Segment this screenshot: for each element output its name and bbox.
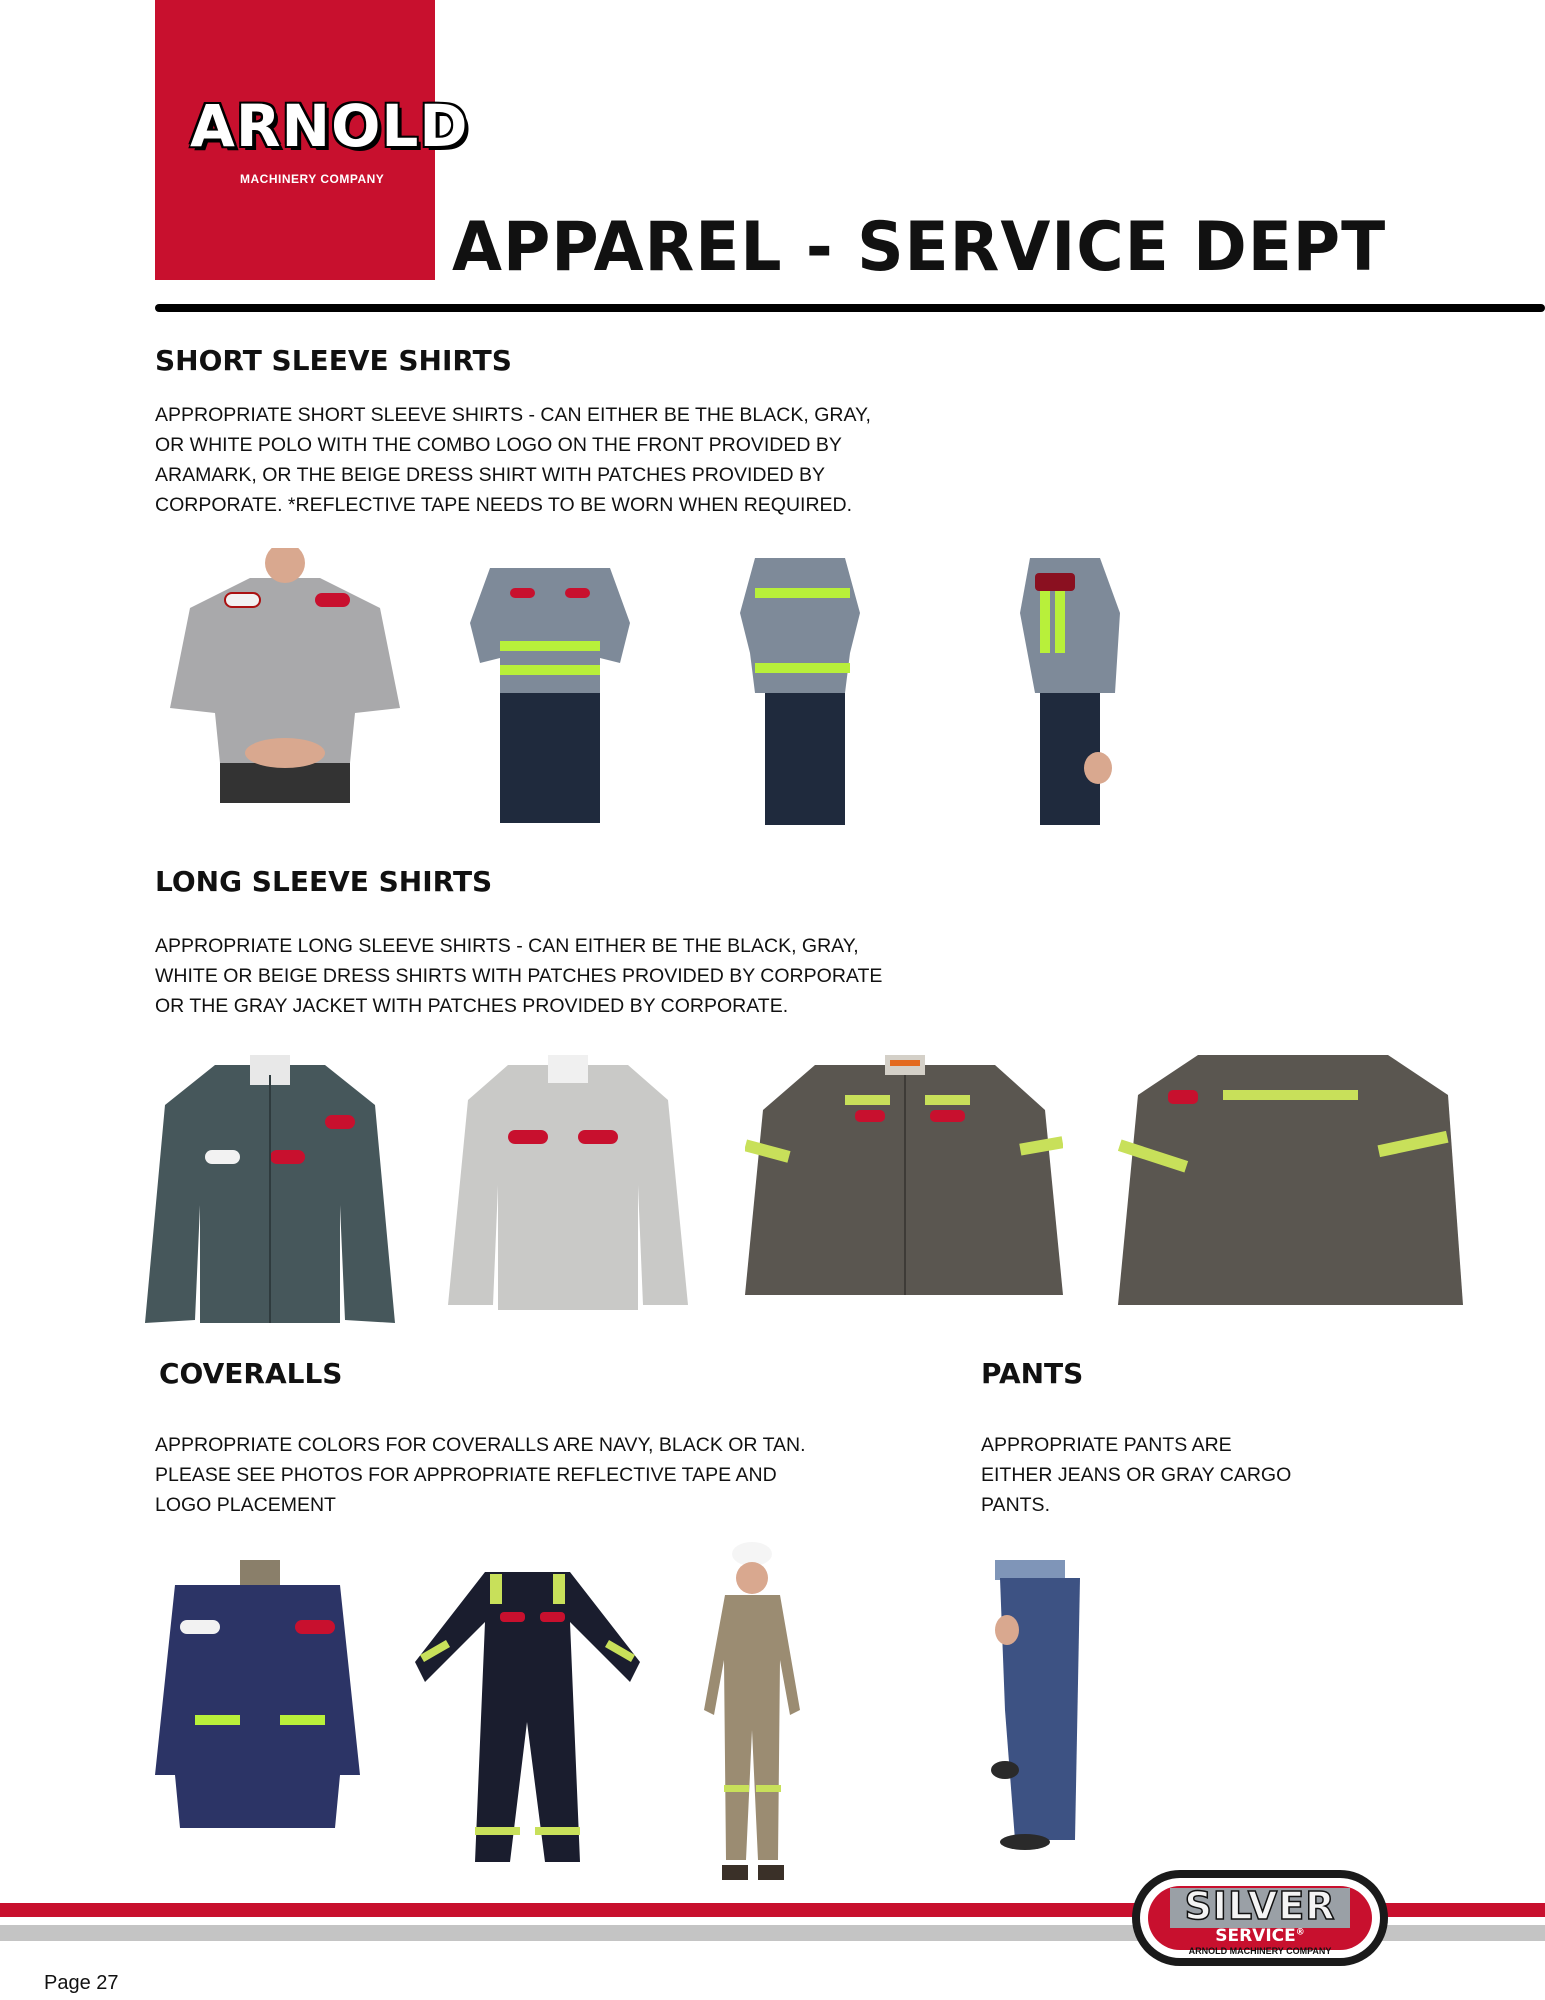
badge-service-text <box>1130 1926 1390 1946</box>
title-rule <box>155 304 1545 312</box>
badge-registered-mark: ® <box>1295 1927 1305 1938</box>
coveralls-text: APPROPRIATE COLORS FOR COVERALLS ARE NAVY, BLACK OR TAN. PLEASE SEE PHOTOS FOR APPROPRIATE REFLECTIVE TAPE AND LOGO PLACEMENT <box>155 1434 806 1516</box>
badge-service-word: SERVICE <box>1215 1926 1296 1946</box>
photo-navy-coveralls <box>155 1560 360 1828</box>
arnold-logo-subtitle: MACHINERY COMPANY <box>240 172 385 186</box>
photo-black-coveralls <box>415 1562 640 1869</box>
photo-shirt-reflective-back <box>740 553 860 825</box>
photo-green-jacket <box>145 1055 395 1323</box>
long-sleeve-text: APPROPRIATE LONG SLEEVE SHIRTS - CAN EITHER BE THE BLACK, GRAY, WHITE OR BEIGE DRESS SHIRTS WITH PATCHES PROVIDED BY CORPORATE OR THE GRAY JACKET WITH PATCHES PROVIDED BY CORPORATE. <box>155 935 883 1017</box>
page-number: Page 27 <box>44 1972 119 1994</box>
photo-jeans-side <box>985 1560 1095 1850</box>
long-sleeve-heading: LONG SLEEVE SHIRTS <box>155 865 493 898</box>
arnold-logo-word: ARNOLD <box>190 92 469 160</box>
photo-shirt-reflective-side <box>1020 553 1125 825</box>
photo-gray-shirt-front <box>170 548 400 803</box>
photo-gray-long-sleeve-shirt <box>448 1055 688 1310</box>
photo-shirt-reflective-front <box>470 553 630 823</box>
silver-service-badge <box>1130 1868 1390 1968</box>
photo-tan-coveralls-worker <box>700 1540 805 1885</box>
badge-company-text: ARNOLD MACHINERY COMPANY <box>1188 1946 1332 1956</box>
photo-brown-jacket-back <box>1118 1050 1463 1312</box>
page-title: APPAREL - SERVICE DEPT <box>452 208 1387 287</box>
short-sleeve-heading: SHORT SLEEVE SHIRTS <box>155 344 512 377</box>
badge-silver-text: SILVER <box>1184 1884 1336 1928</box>
photo-brown-jacket-front <box>745 1050 1063 1300</box>
pants-text: APPROPRIATE PANTS ARE EITHER JEANS OR GRAY CARGO PANTS. <box>981 1434 1292 1516</box>
pants-heading: PANTS <box>981 1357 1084 1390</box>
short-sleeve-text: APPROPRIATE SHORT SLEEVE SHIRTS - CAN EITHER BE THE BLACK, GRAY, OR WHITE POLO WITH THE COMBO LOGO ON THE FRONT PROVIDED BY ARAMARK, OR THE BEIGE DRESS SHIRT WITH PATCHES PROVIDED BY CORPORATE. *REFLECTIVE TAPE NEEDS TO BE WORN WHEN REQUIRED. <box>155 404 871 516</box>
coveralls-heading: COVERALLS <box>159 1357 343 1390</box>
